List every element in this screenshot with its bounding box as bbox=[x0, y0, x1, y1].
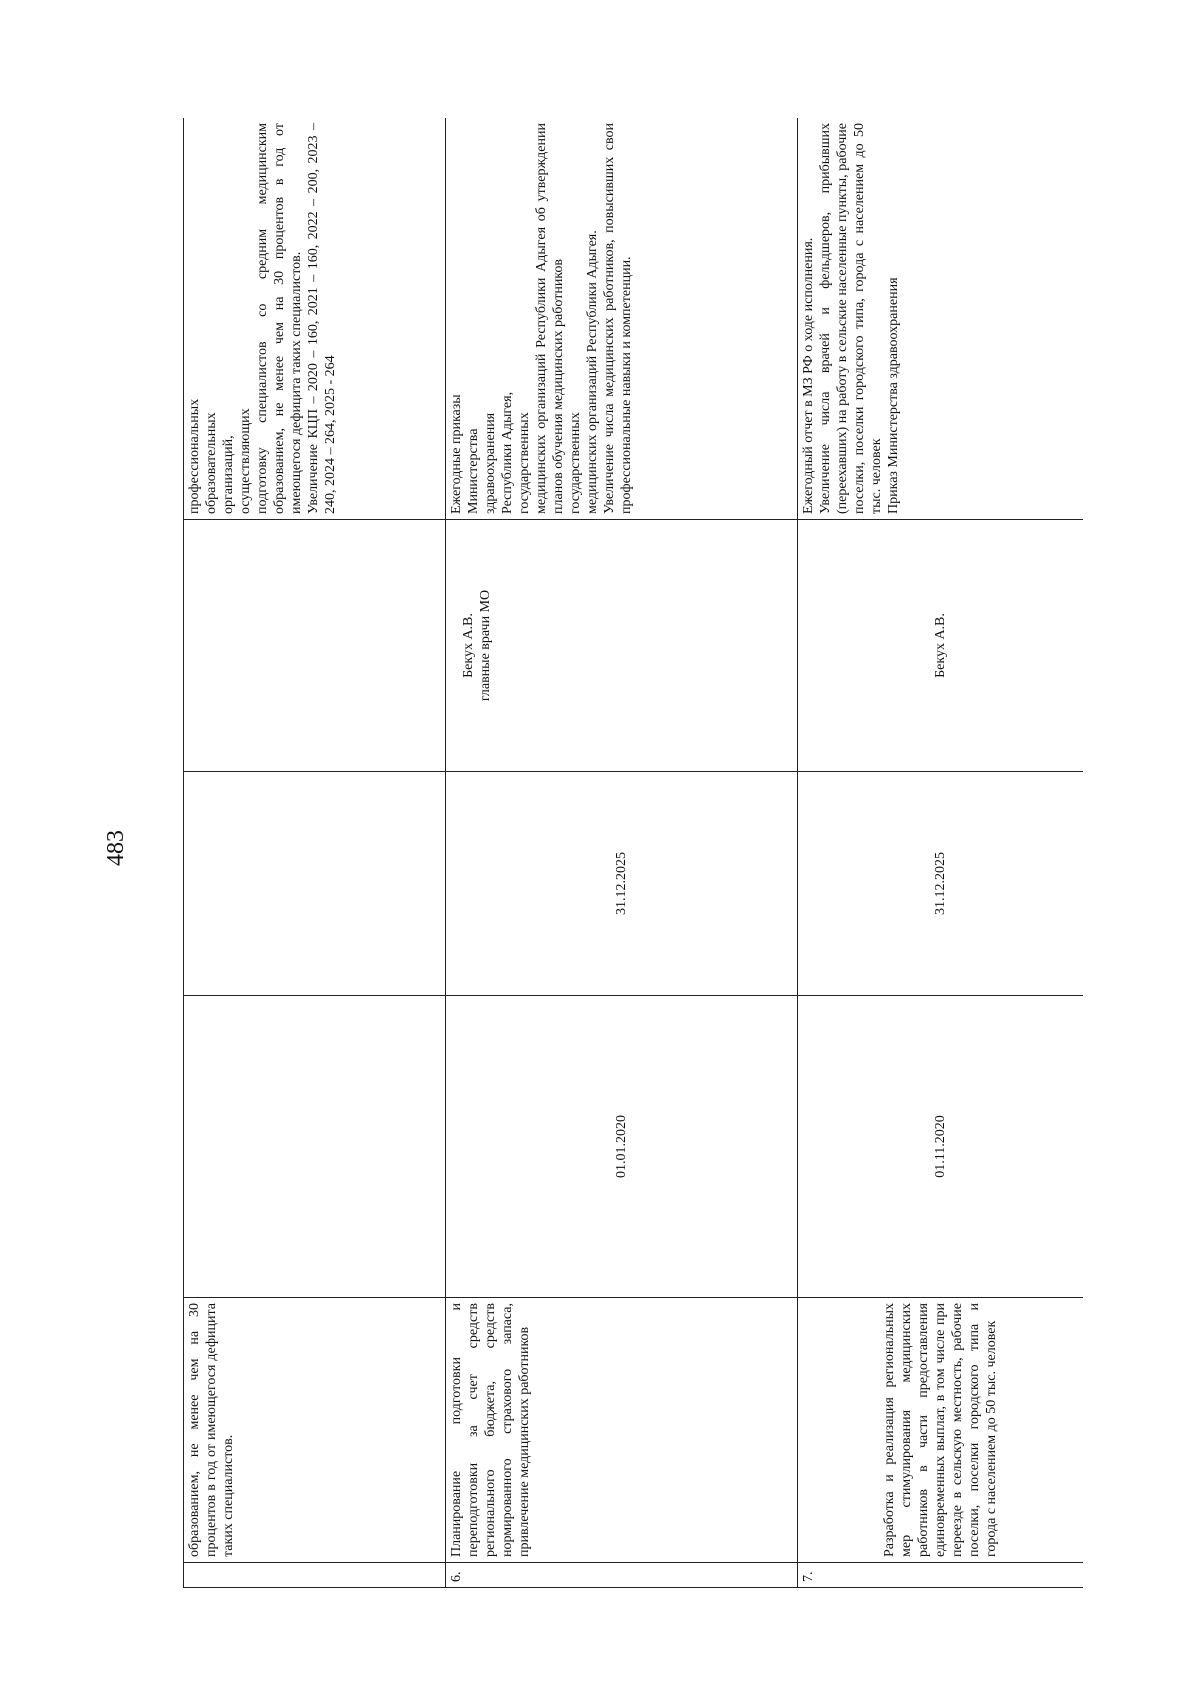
responsible-cell: Бекух А.В. главные врачи МО bbox=[446, 520, 798, 772]
table-row bbox=[446, 118, 798, 1588]
result-cell: Ежегодные приказы Министерства здравоохранения Республики Адыгея, государственных медицинских организаций Республики Адыгея об утверждении планов обучения медицинских работников государственных медицинских организаций Республики Адыгея. Увеличение числа медицинских работников, повысивших свои профессиональные навыки и компетенции. bbox=[446, 118, 798, 520]
rotated-table-container bbox=[183, 118, 1083, 1588]
page-number: 483 bbox=[103, 830, 129, 866]
measure-cell: Разработка и реализация региональных мер стимулирования медицинских работников в части предоставления единовременных выплат, в том числе при переезде в сельскую местность, рабочие поселки, поселки городского типа и города с населением до 50 тыс. человек bbox=[798, 1298, 1084, 1563]
responsible-cell: Бекух А.В. bbox=[798, 520, 1084, 772]
start-date-cell bbox=[184, 996, 446, 1298]
table-row bbox=[798, 118, 1084, 1588]
end-date-cell bbox=[184, 772, 446, 996]
result-cell: профессиональных образовательных организаций, осуществляющих подготовку специалистов со средним медицинским образованием, не менее чем на 30 процентов в год от имеющегося дефицита таких специалистов. Увеличение КЦП – 2020 – 160, 2021 – 160, 2022 – 200, 2023 – 240, 2024 – 264, 2025 - 264 bbox=[184, 118, 446, 520]
rotated-table-inner bbox=[183, 118, 1083, 1588]
row-number-cell: 6. bbox=[446, 1563, 798, 1588]
row-number-cell: 7. bbox=[798, 1563, 1084, 1588]
end-date-cell: 31.12.2025 bbox=[446, 772, 798, 996]
measure-cell: Планирование подготовки и переподготовки за счет средств регионального бюджета, средств нормированного страхового запаса, привлечение медицинских работников bbox=[446, 1298, 798, 1563]
end-date-cell: 31.12.2025 bbox=[798, 772, 1084, 996]
measure-cell: образованием, не менее чем на 30 процентов в год от имеющегося дефицита таких специалистов. bbox=[184, 1298, 446, 1563]
responsible-cell bbox=[184, 520, 446, 772]
start-date-cell: 01.11.2020 bbox=[798, 996, 1084, 1298]
table-row bbox=[184, 118, 446, 1588]
start-date-cell: 01.01.2020 bbox=[446, 996, 798, 1298]
result-cell: Ежегодный отчет в МЗ РФ о ходе исполнения. Увеличение числа врачей и фельдшеров, прибывших (переехавших) на работу в сельские населенные пункты, рабочие поселки, поселки городского типа, города с населением до 50 тыс. человек Приказ Министерства здравоохранения bbox=[798, 118, 1084, 520]
measures-table bbox=[183, 118, 1083, 1588]
row-number-cell bbox=[184, 1563, 446, 1588]
